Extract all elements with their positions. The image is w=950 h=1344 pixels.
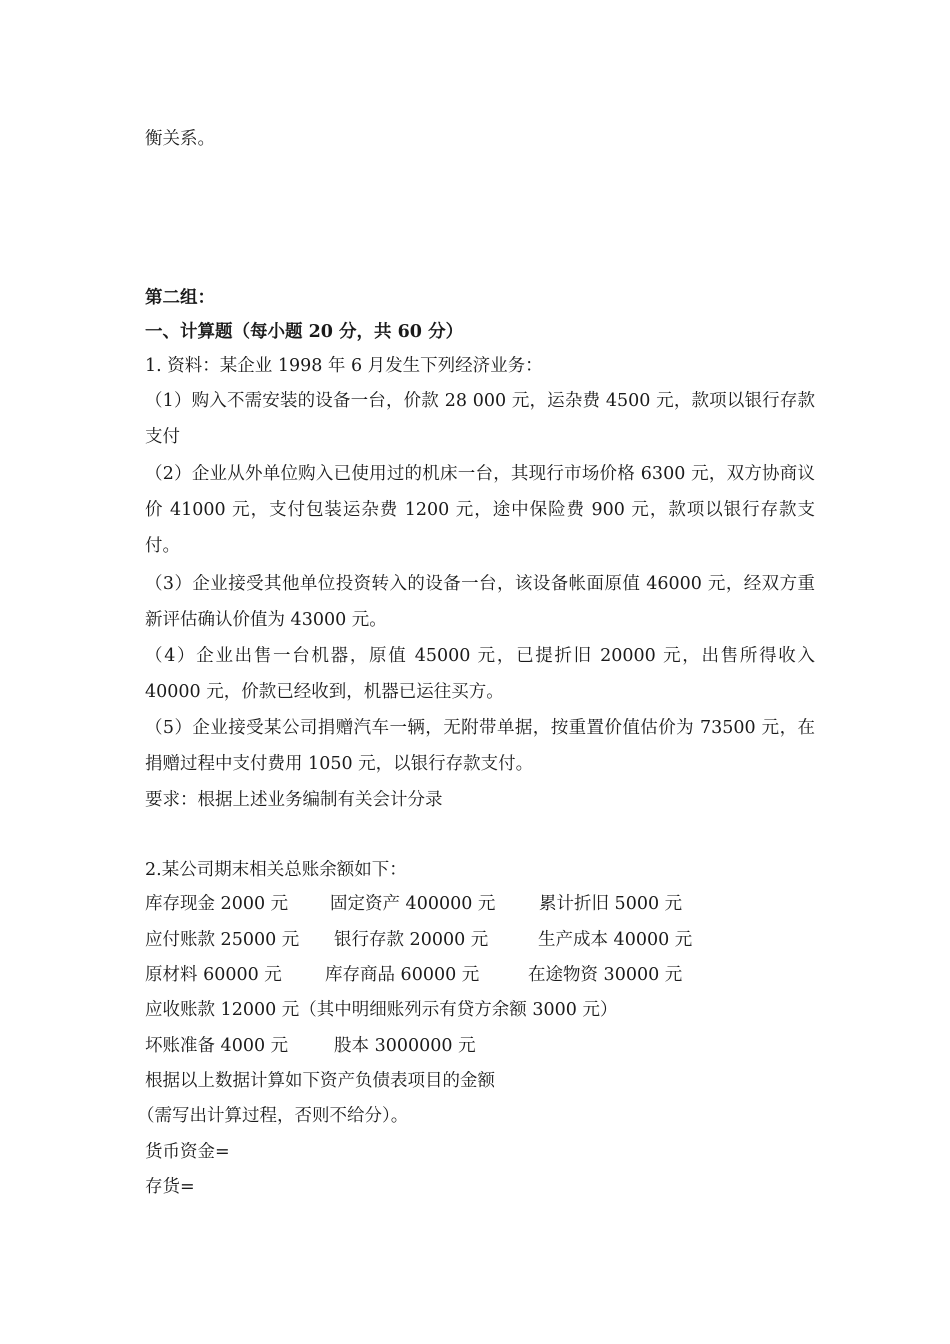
balance-bad-debt-allowance: 坏账准备 4000 元	[145, 1036, 289, 1056]
balance-accounts-payable: 应付账款 25000 元	[145, 930, 300, 950]
balance-bank-deposit: 银行存款 20000 元	[334, 930, 489, 950]
q2-balance-row	[145, 964, 805, 986]
q2-note: （需写出计算过程，否则不给分）。	[137, 1106, 409, 1126]
balance-share-capital: 股本 3000000 元	[334, 1036, 476, 1056]
balance-goods-in-transit: 在途物资 30000 元	[528, 965, 683, 985]
q1-item-2: （2）企业从外单位购入已使用过的机床一台，其现行市场价格 6300 元，双方协商议价 41000 元，支付包装运杂费 1200 元，途中保险费 900 元，款项以银行存款支付。	[145, 464, 815, 556]
q1-item-3: （3）企业接受其他单位投资转入的设备一台，该设备帐面原值 46000 元，经双方重新评估确认价值为 43000 元。	[145, 574, 815, 630]
group-title: 第二组：	[145, 288, 215, 308]
balance-fixed-assets: 固定资产 400000 元	[330, 894, 496, 914]
q2-balance-row	[145, 893, 805, 915]
balance-raw-materials: 原材料 60000 元	[145, 965, 282, 985]
q1-item-4: （4）企业出售一台机器，原值 45000 元，已提折旧 20000 元，出售所得收入 40000 元，价款已经收到，机器已运往买方。	[145, 646, 815, 702]
continued-text: 衡关系。	[145, 129, 215, 149]
q2-instruction: 根据以上数据计算如下资产负债表项目的金额	[145, 1071, 495, 1091]
answer-inventory: 存货=	[145, 1177, 195, 1197]
balance-cash: 库存现金 2000 元	[145, 894, 289, 914]
q1-requirement: 要求：根据上述业务编制有关会计分录	[145, 790, 443, 810]
q2-intro: 2.某公司期末相关总账余额如下：	[145, 860, 407, 880]
answer-monetary-funds: 货币资金=	[145, 1142, 230, 1162]
q1-item-5: （5）企业接受某公司捐赠汽车一辆，无附带单据，按重置价值估价为 73500 元，在捐赠过程中支付费用 1050 元，以银行存款支付。	[145, 718, 815, 774]
balance-inventory-goods: 库存商品 60000 元	[325, 965, 480, 985]
section-title: 一、计算题（每小题 20 分，共 60 分）	[145, 322, 464, 342]
q2-balance-row	[145, 1035, 805, 1057]
balance-accumulated-depreciation: 累计折旧 5000 元	[539, 894, 683, 914]
q2-balance-row	[145, 999, 805, 1021]
q2-balance-row	[145, 929, 805, 951]
balance-accounts-receivable: 应收账款 12000 元（其中明细账列示有贷方余额 3000 元）	[145, 1000, 618, 1020]
q1-item-1: （1）购入不需安装的设备一台，价款 28 000 元，运杂费 4500 元，款项以银行存款支付	[145, 391, 815, 447]
balance-production-cost: 生产成本 40000 元	[538, 930, 693, 950]
q1-intro: 1. 资料：某企业 1998 年 6 月发生下列经济业务：	[145, 356, 543, 376]
